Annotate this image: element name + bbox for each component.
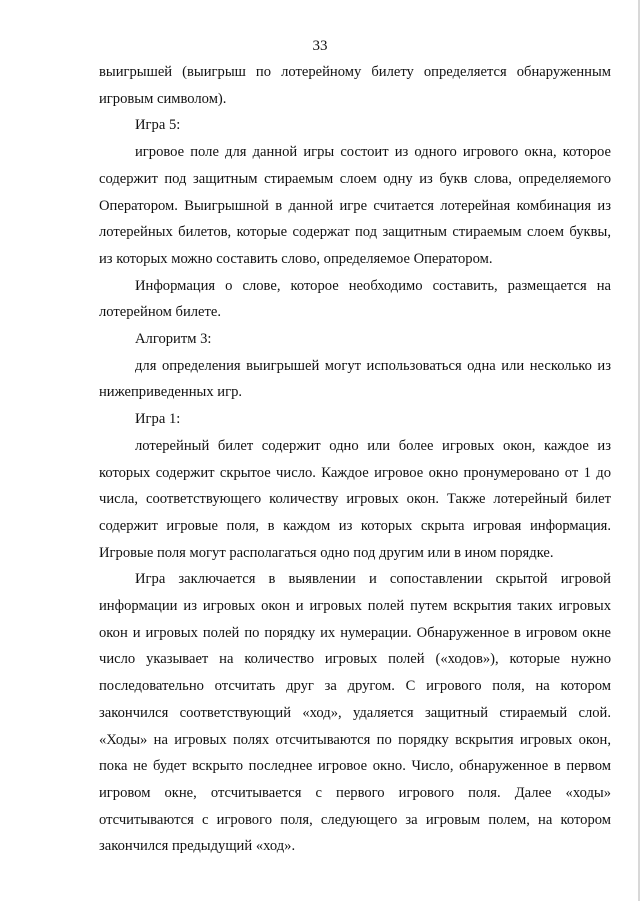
page-body	[99, 59, 611, 860]
page-number: 33	[312, 38, 328, 54]
paragraph-algorithm-3-intro: для определения выигрышей могут использоваться одна или несколько из нижеприведенных игр.	[99, 357, 611, 401]
paragraph-game-5-description: игровое поле для данной игры состоит из одного игрового окна, которое содержит под защитным стираемым слоем одну из букв слова, определяемого Оператором. Выигрышной в данной игре считается лотерейная комбинация из лотерейных билетов, которые содержат под защитным стираемым слоем буквы, из которых можно составить слово, определяемое Оператором.	[99, 144, 611, 267]
heading-game-1: Игра 1:	[135, 411, 181, 428]
paragraph-game-1-rules: Игра заключается в выявлении и сопоставлении скрытой игровой информации из игровых окон и игровых полей путем вскрытия таких игровых окон и игровых полей по порядку их нумерации. Обнаруженное в игровом окне число указывает на количество игровых полей («ходов»), которые нужно последовательно отсчитать друг за другом. С игрового поля, на котором закончился соответствующий «ход», удаляется защитный стираемый слой. «Ходы» на игровых полях отсчитываются по порядку вскрытия игровых окон, пока не будет вскрыто последнее игровое окно. Число, обнаруженное в первом игровом окне, отсчитывается с первого игрового поля. Далее «ходы» отсчитываются с игрового поля, следующего за игровым полем, на котором закончился предыдущий «ход».	[99, 571, 611, 855]
heading-algorithm-3: Алгоритм 3:	[135, 331, 212, 348]
paragraph-continuation: выигрышей (выигрыш по лотерейному билету определяется обнаруженным игровым символом).	[99, 64, 611, 107]
heading-game-5: Игра 5:	[135, 117, 181, 134]
paragraph-word-info: Информация о слове, которое необходимо составить, размещается на лотерейном билете.	[99, 277, 611, 321]
paragraph-game-1-ticket: лотерейный билет содержит одно или более игровых окон, каждое из которых содержит скрытое число. Каждое игровое окно пронумеровано от 1 до числа, соответствующего количеству игровых окон. Также лотерейный билет содержит игровые поля, в каждом из которых скрыта игровая информация. Игровые поля могут располагаться одно под другим или в ином порядке.	[99, 437, 611, 561]
